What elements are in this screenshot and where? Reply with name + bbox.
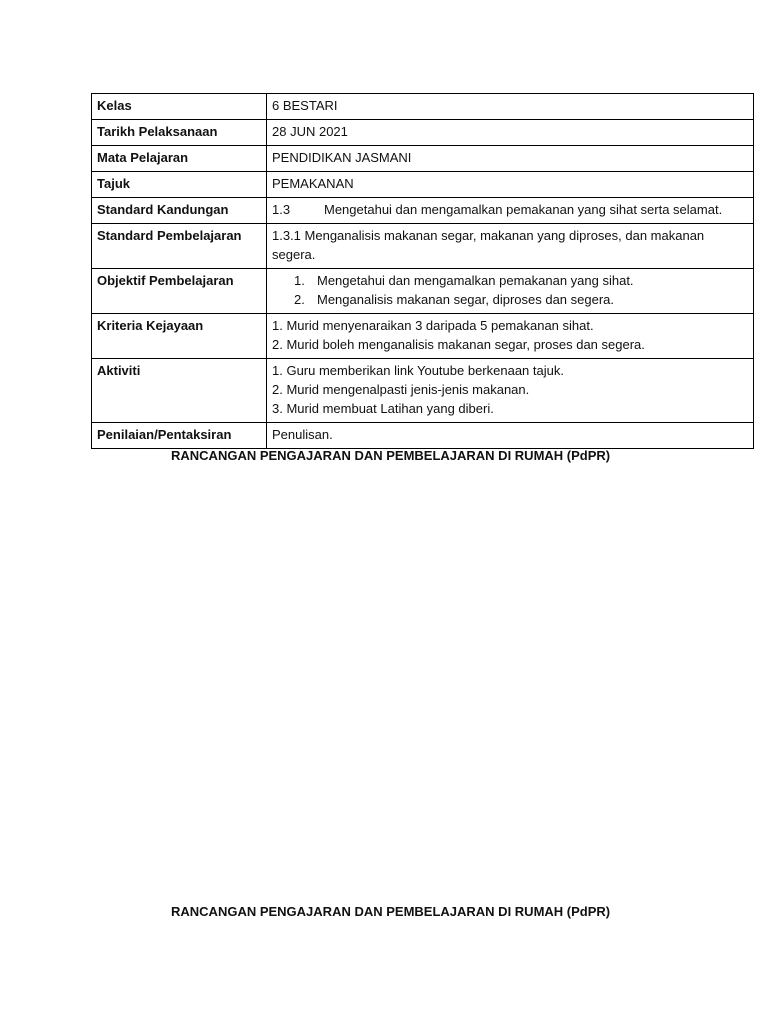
row-label: Aktiviti [92, 359, 267, 423]
row-value-line: PENDIDIKAN JASMANI [272, 150, 412, 165]
row-value [267, 224, 754, 269]
row-value-line: Penulisan. [272, 427, 333, 442]
row-label: Standard Pembelajaran [92, 224, 267, 269]
standard-text: Mengetahui dan mengamalkan pemakanan yang sihat serta selamat. [324, 202, 723, 217]
lesson-plan-table [91, 93, 754, 449]
row-value-line: 3. Murid membuat Latihan yang diberi. [272, 401, 494, 416]
table-row-standard-kandungan [92, 198, 754, 224]
row-label: Mata Pelajaran [92, 146, 267, 172]
row-value-line: 1.3.1 Menganalisis makanan segar, makanan yang diproses, dan makanan segera. [272, 228, 705, 262]
row-value-line: 6 BESTARI [272, 98, 338, 113]
row-label: Kelas [92, 94, 267, 120]
row-value [267, 269, 754, 314]
row-label: Standard Kandungan [92, 198, 267, 224]
table-row-aktiviti [92, 359, 754, 423]
list-item-number: 2. [294, 292, 305, 307]
row-value [267, 359, 754, 423]
row-label: Penilaian/Pentaksiran [92, 423, 267, 449]
row-label: Objektif Pembelajaran [92, 269, 267, 314]
list-item-text: Menganalisis makanan segar, diproses dan segera. [317, 292, 615, 307]
table-row-mata-pelajaran [92, 146, 754, 172]
row-value [267, 172, 754, 198]
row-label: Tarikh Pelaksanaan [92, 120, 267, 146]
row-value-line: 1. Murid menyenaraikan 3 daripada 5 pemakanan sihat. [272, 318, 594, 333]
row-value [267, 198, 754, 224]
list-item-number: 1. [294, 273, 305, 288]
standard-number: 1.3 [272, 202, 291, 217]
table-row-kelas [92, 94, 754, 120]
row-label: Kriteria Kejayaan [92, 314, 267, 359]
table-row-kriteria [92, 314, 754, 359]
row-value-line: 2. Murid mengenalpasti jenis-jenis makanan. [272, 382, 530, 397]
table-row-standard-pembelajaran [92, 224, 754, 269]
list-item [272, 271, 748, 290]
row-label: Tajuk [92, 172, 267, 198]
list-item-text: Mengetahui dan mengamalkan pemakanan yang sihat. [317, 273, 634, 288]
row-value [267, 146, 754, 172]
row-value-line: 28 JUN 2021 [272, 124, 348, 139]
row-value [267, 423, 754, 449]
table-row-penilaian [92, 423, 754, 449]
row-value-line: 2. Murid boleh menganalisis makanan segar, proses dan segera. [272, 337, 645, 352]
page-heading: RANCANGAN PENGAJARAN DAN PEMBELAJARAN DI RUMAH (PdPR) [171, 904, 611, 919]
row-value [267, 94, 754, 120]
table-row-tajuk [92, 172, 754, 198]
table-row-tarikh [92, 120, 754, 146]
row-value-line: PEMAKANAN [272, 176, 354, 191]
row-value [267, 314, 754, 359]
table-row-objektif [92, 269, 754, 314]
list-item [272, 290, 748, 309]
page-heading: RANCANGAN PENGAJARAN DAN PEMBELAJARAN DI RUMAH (PdPR) [171, 448, 611, 463]
row-value [267, 120, 754, 146]
row-value-line: 1. Guru memberikan link Youtube berkenaan tajuk. [272, 363, 564, 378]
